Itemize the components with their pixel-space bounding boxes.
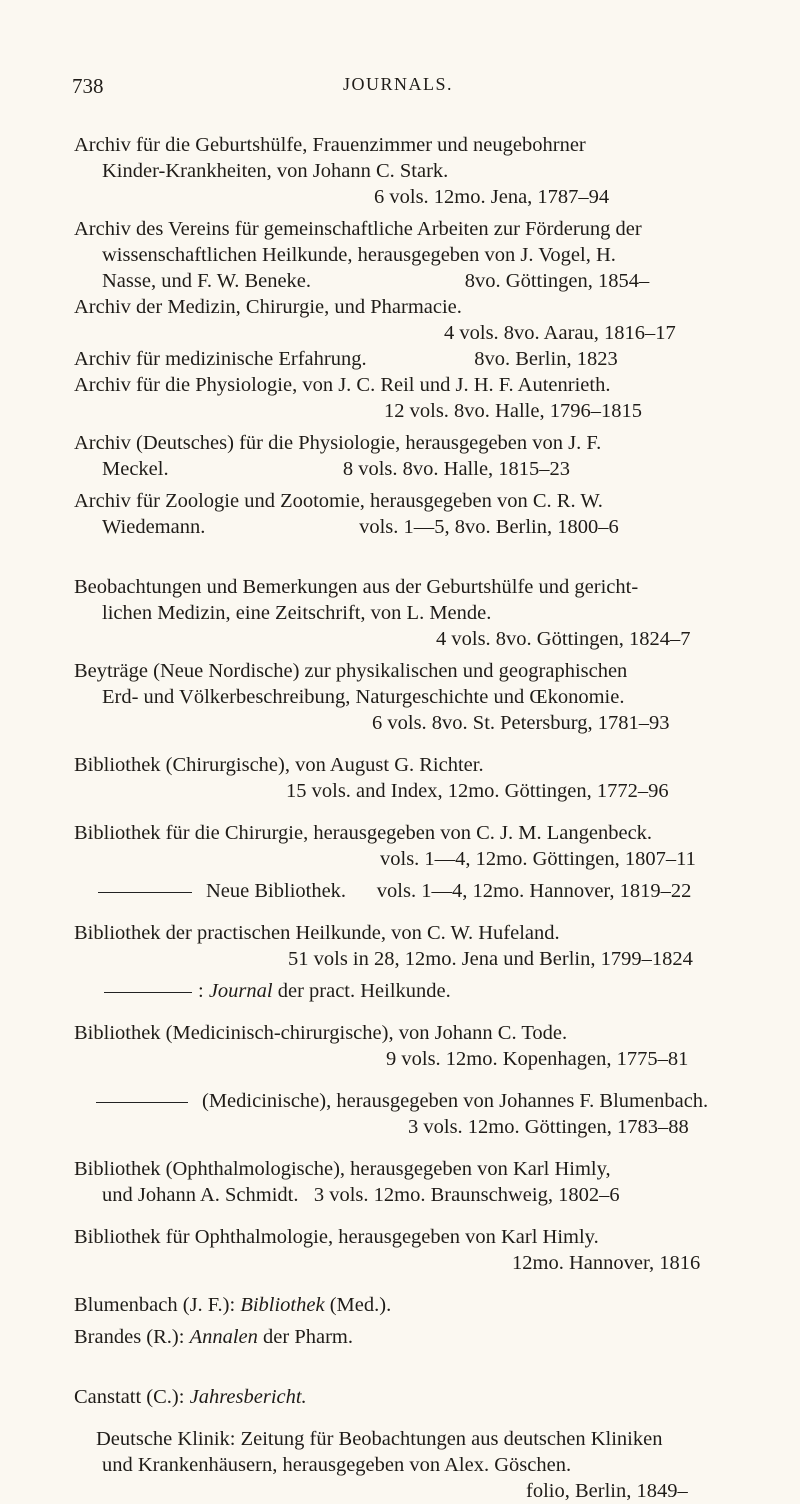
entry-line: Bibliothek für die Chirurgie, herausgegeben von C. J. M. Langenbeck. <box>74 822 653 844</box>
entry-archiv-physiologie <box>74 372 726 424</box>
entry-bibliothek-medicinische <box>74 1088 726 1140</box>
entry-pubinfo: 51 vols in 28, 12mo. Jena und Berlin, 1799–1824 <box>288 948 693 970</box>
journal-title: Journal <box>208 980 273 1002</box>
entry-line: wissenschaftlichen Heilkunde, herausgegeben von J. Vogel, H. <box>102 244 616 266</box>
entry-line: Meckel. 8 vols. 8vo. Halle, 1815–23 <box>102 458 571 480</box>
entry-line: Neue Bibliothek. vols. 1—4, 12mo. Hannover, 1819–22 <box>206 880 692 902</box>
entry-archiv-vereins <box>74 216 726 294</box>
entry-line: der Pharm. <box>257 1326 353 1348</box>
entry-line: Deutsche Klinik: Zeitung für Beobachtungen aus deutschen Kliniken <box>96 1428 663 1450</box>
entry-line: Kinder-Krankheiten, von Johann C. Stark. <box>102 160 449 182</box>
journal-title: Bibliothek <box>240 1294 325 1316</box>
entry-archiv-zoologie <box>74 488 726 540</box>
entry-line: Archiv (Deutsches) für die Physiologie, herausgegeben von J. F. <box>74 432 602 454</box>
entry-beobachtungen <box>74 574 726 652</box>
entry-pubinfo: 15 vols. and Index, 12mo. Göttingen, 1772–96 <box>286 780 669 802</box>
entry-line: Beobachtungen und Bemerkungen aus der Geburtshülfe und gericht- <box>74 576 639 598</box>
entry-pubinfo: vols. 1—4, 12mo. Göttingen, 1807–11 <box>380 848 696 870</box>
entry-beytraege <box>74 658 726 736</box>
entry-deutsche-klinik <box>74 1426 726 1504</box>
entry-line: Blumenbach (J. F.): <box>74 1294 241 1316</box>
entry-pubinfo: folio, Berlin, 1849– <box>526 1480 688 1502</box>
entry-archiv-medizin <box>74 294 726 346</box>
entry-pubinfo: 4 vols. 8vo. Göttingen, 1824–7 <box>436 628 691 650</box>
entry-pubinfo: 3 vols. 12mo. Göttingen, 1783–88 <box>408 1116 689 1138</box>
entry-line: Bibliothek der practischen Heilkunde, von C. W. Hufeland. <box>74 922 560 944</box>
entry-line: und Krankenhäusern, herausgegeben von Alex. Göschen. <box>102 1454 572 1476</box>
entry-pubinfo: 12mo. Hannover, 1816 <box>512 1252 701 1274</box>
entry-pubinfo: 12 vols. 8vo. Halle, 1796–1815 <box>384 400 642 422</box>
page-number: 738 <box>72 74 104 98</box>
entry-pubinfo: 6 vols. 8vo. St. Petersburg, 1781–93 <box>372 712 670 734</box>
entry-line: Archiv für Zoologie und Zootomie, herausgegeben von C. R. W. <box>74 490 603 512</box>
entry-line: Bibliothek (Ophthalmologische), herausgegeben von Karl Himly, <box>74 1158 611 1180</box>
ditto-dash <box>104 992 192 993</box>
entry-pubinfo: 6 vols. 12mo. Jena, 1787–94 <box>374 186 610 208</box>
entry-archiv-deutsches <box>74 430 726 482</box>
entry-brandes <box>74 1324 726 1350</box>
entry-neue-bibliothek <box>74 878 726 904</box>
ditto-dash <box>98 892 192 893</box>
entry-bibliothek-practischen <box>74 920 726 972</box>
entry-bibliothek-medicinisch-chirurgische <box>74 1020 726 1072</box>
entry-bibliothek-chirurgische <box>74 752 726 804</box>
entry-line: Archiv für die Geburtshülfe, Frauenzimmer und neugebohrner <box>74 134 586 156</box>
entry-line: (Med.). <box>324 1294 392 1316</box>
entry-line: Bibliothek (Chirurgische), von August G. Richter. <box>74 754 484 776</box>
entry-line: Archiv für medizinische Erfahrung. 8vo. Berlin, 1823 <box>74 348 618 370</box>
journal-entries <box>74 132 726 1504</box>
entry-line: Bibliothek für Ophthalmologie, herausgegeben von Karl Himly. <box>74 1226 599 1248</box>
entry-line: Bibliothek (Medicinisch-chirurgische), von Johann C. Tode. <box>74 1022 568 1044</box>
entry-line: Brandes (R.): <box>74 1326 190 1348</box>
entry-archiv-geburtshuelfe <box>74 132 726 210</box>
entry-line: der pract. Heilkunde. <box>272 980 451 1002</box>
entry-line: lichen Medizin, eine Zeitschrift, von L. Mende. <box>102 602 492 624</box>
journal-title: Annalen <box>189 1326 258 1348</box>
entry-blumenbach <box>74 1292 726 1318</box>
entry-bibliothek-ophthalmologische <box>74 1156 726 1208</box>
entry-bibliothek-ophthalmologie <box>74 1224 726 1276</box>
entry-archiv-erfahrung <box>74 346 726 372</box>
entry-bibliothek-chirurgie <box>74 820 726 872</box>
page-header <box>72 66 724 96</box>
entry-line: Wiedemann. vols. 1—5, 8vo. Berlin, 1800–6 <box>102 516 619 538</box>
entry-line: und Johann A. Schmidt. 3 vols. 12mo. Braunschweig, 1802–6 <box>102 1184 620 1206</box>
entry-line: Erd- und Völkerbeschreibung, Naturgeschichte und Œkonomie. <box>102 686 625 708</box>
entry-pubinfo: 4 vols. 8vo. Aarau, 1816–17 <box>444 322 676 344</box>
entry-line: Archiv der Medizin, Chirurgie, und Pharmacie. <box>74 296 462 318</box>
ditto-dash <box>96 1102 188 1103</box>
running-title: JOURNALS. <box>342 74 453 94</box>
entry-line: Archiv des Vereins für gemeinschaftliche Arbeiten zur Förderung der <box>74 218 642 240</box>
entry-line: Canstatt (C.): <box>74 1386 190 1408</box>
entry-line: (Medicinische), herausgegeben von Johannes F. Blumenbach. <box>202 1090 709 1112</box>
entry-canstatt <box>74 1384 726 1410</box>
entry-journal-pract <box>74 978 726 1004</box>
entry-line: Archiv für die Physiologie, von J. C. Reil und J. H. F. Autenrieth. <box>74 374 611 396</box>
journal-title: Jahresbericht. <box>189 1386 307 1408</box>
entry-pubinfo: 9 vols. 12mo. Kopenhagen, 1775–81 <box>386 1048 689 1070</box>
entry-line: Nasse, und F. W. Beneke. 8vo. Göttingen, 1854– <box>102 270 650 292</box>
entry-line: : <box>198 980 209 1002</box>
entry-line: Beyträge (Neue Nordische) zur physikalischen und geographischen <box>74 660 628 682</box>
